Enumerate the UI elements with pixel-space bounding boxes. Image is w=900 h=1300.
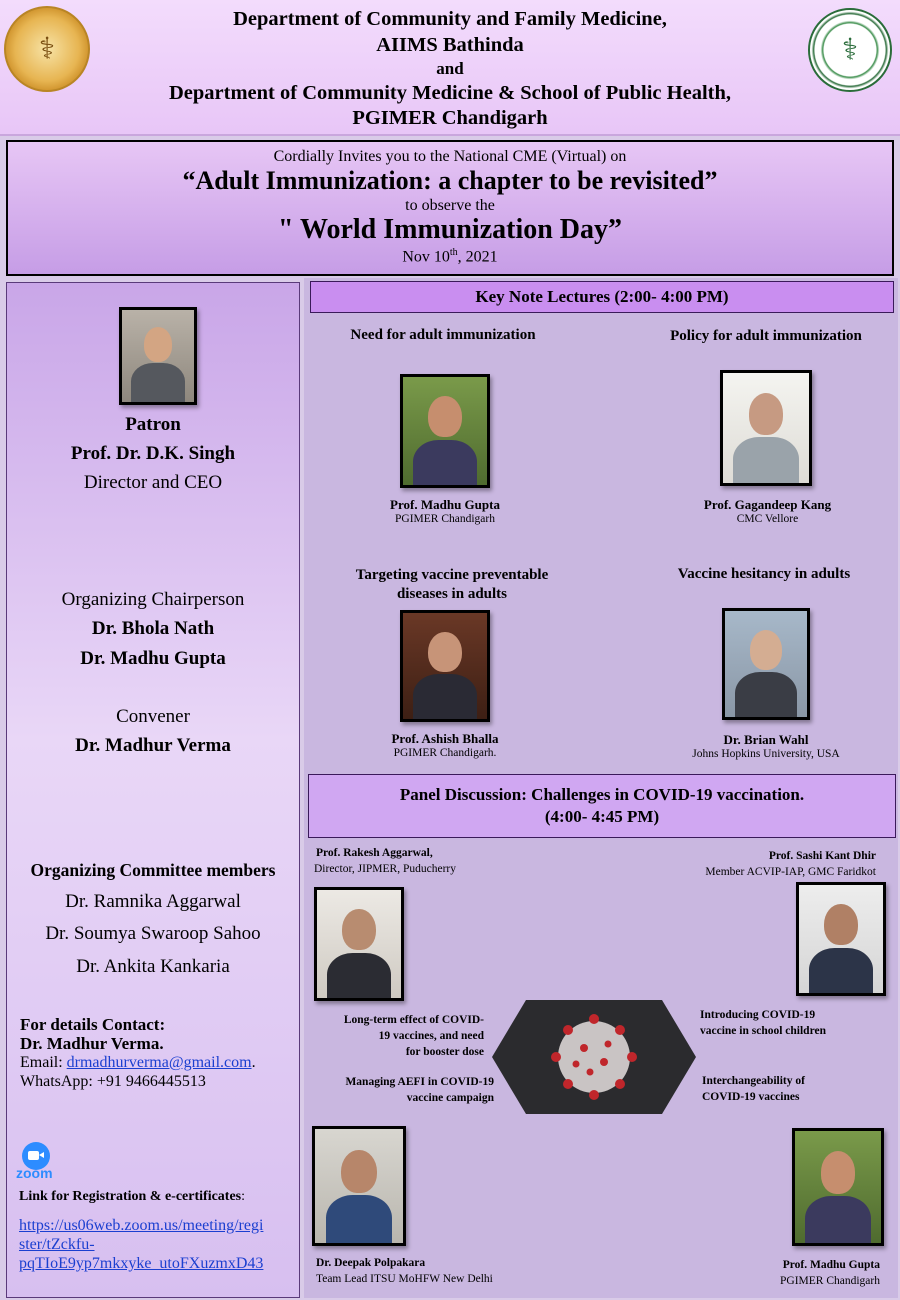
- panelist-name: Prof. Madhu Gupta: [782, 1259, 880, 1271]
- aiims-logo-icon: ⚕: [4, 6, 90, 92]
- contact-label: For details Contact:: [20, 1015, 166, 1034]
- speaker-affiliation: Johns Hopkins University, USA: [692, 748, 840, 760]
- header-line-4: Department of Community Medicine & School of Public Health,: [169, 82, 731, 104]
- panelist-name: Prof. Rakesh Aggarwal,: [316, 847, 433, 859]
- contact-whatsapp: WhatsApp: +91 9466445513: [20, 1073, 206, 1090]
- coronavirus-icon: [492, 1000, 696, 1114]
- patron-role: Director and CEO: [83, 472, 223, 493]
- committee-label: Organizing Committee members: [30, 860, 276, 880]
- header-line-3: and: [436, 59, 464, 78]
- pgimer-logo-icon: ⚕: [808, 8, 892, 92]
- panelist-photo: [792, 1128, 884, 1246]
- committee-member: Dr. Ramnika Aggarwal: [65, 891, 241, 912]
- speaker-affiliation: PGIMER Chandigarh.: [393, 747, 497, 759]
- email-link[interactable]: drmadhurverma@gmail.com: [66, 1054, 252, 1071]
- panelist-card: [700, 1257, 880, 1289]
- convener-label: Convener: [116, 706, 190, 727]
- lecture-topic: Targeting vaccine preventable diseases in adults: [355, 567, 549, 602]
- panel-topic: Long-term effect of COVID- 19 vaccines, and need for booster dose: [343, 1014, 484, 1058]
- speaker-name: Dr. Brian Wahl: [723, 732, 809, 747]
- speaker-photo: [722, 608, 810, 720]
- panelist-affiliation: Team Lead ITSU MoHFW New Delhi: [316, 1273, 493, 1285]
- contact-name: Dr. Madhur Verma.: [20, 1034, 164, 1053]
- speaker-card: [668, 732, 864, 760]
- patron-name: Prof. Dr. D.K. Singh: [70, 443, 236, 464]
- panelist-affiliation: Member ACVIP-IAP, GMC Faridkot: [705, 866, 876, 878]
- speaker-name: Prof. Ashish Bhalla: [391, 731, 499, 746]
- panelist-affiliation: Director, JIPMER, Puducherry: [314, 863, 456, 875]
- event-date: Nov 10th, 2021: [402, 247, 498, 266]
- header-line-5: PGIMER Chandigarh: [352, 107, 548, 129]
- event-title: " World Immunization Day”: [277, 214, 623, 245]
- panelist-card: [314, 845, 456, 877]
- panelist-photo: [312, 1126, 406, 1246]
- speaker-affiliation: PGIMER Chandigarh: [395, 513, 495, 525]
- speaker-card: [360, 497, 530, 525]
- chair-name-1: Dr. Bhola Nath: [91, 618, 215, 639]
- panelist-card: [316, 1255, 493, 1287]
- panel-topic: Managing AEFI in COVID-19 vaccine campaign: [345, 1076, 494, 1104]
- keynote-header: Key Note Lectures (2:00- 4:00 PM): [310, 281, 894, 313]
- lecture-topic: Policy for adult immunization: [670, 328, 862, 344]
- lecture-topic: Need for adult immunization: [350, 327, 536, 343]
- patron-label: Patron: [125, 414, 181, 435]
- speaker-card: [680, 497, 855, 525]
- invite-box: [6, 140, 894, 276]
- panel-header: Panel Discussion: Challenges in COVID-19 vaccination. (4:00- 4:45 PM): [308, 774, 896, 838]
- speaker-photo: [400, 374, 490, 488]
- zoom-label: zoom: [16, 1165, 53, 1181]
- contact-email-line: Email: drmadhurverma@gmail.com.: [20, 1054, 256, 1071]
- speaker-affiliation: CMC Vellore: [736, 513, 799, 525]
- panelist-photo: [314, 887, 404, 1001]
- panelist-name: Dr. Deepak Polpakara: [316, 1257, 426, 1269]
- speaker-name: Prof. Madhu Gupta: [390, 497, 500, 512]
- registration-label: Link for Registration & e-certificates:: [19, 1189, 246, 1204]
- registration-link[interactable]: https://us06web.zoom.us/meeting/regi ster/tZckfu- pqTIoE9yp7mkxyke_utoFXuzmxD43: [19, 1217, 264, 1272]
- header-line-2: AIIMS Bathinda: [376, 34, 524, 56]
- committee-member: Dr. Soumya Swaroop Sahoo: [45, 923, 261, 944]
- speaker-photo: [720, 370, 812, 486]
- cme-title: “Adult Immunization: a chapter to be revisited”: [182, 166, 718, 195]
- header-line-1: Department of Community and Family Medicine,: [233, 8, 667, 30]
- panel-topic: Interchangeability of COVID-19 vaccines: [702, 1075, 805, 1103]
- header: [0, 0, 900, 136]
- convener-name: Dr. Madhur Verma: [75, 735, 231, 756]
- speaker-card: [360, 731, 530, 759]
- panel-topic: Introducing COVID-19 vaccine in school children: [700, 1009, 826, 1037]
- panelist-photo: [796, 882, 886, 996]
- panelist-affiliation: PGIMER Chandigarh: [780, 1275, 880, 1287]
- chair-label: Organizing Chairperson: [61, 589, 245, 610]
- speaker-photo: [400, 610, 490, 722]
- committee-member: Dr. Ankita Kankaria: [76, 956, 230, 977]
- lecture-topic: Vaccine hesitancy in adults: [677, 566, 851, 582]
- panelist-name: Prof. Sashi Kant Dhir: [768, 850, 876, 862]
- invite-line: Cordially Invites you to the National CME (Virtual) on: [273, 148, 627, 165]
- panelist-card: [660, 848, 876, 880]
- patron-photo: [119, 307, 197, 405]
- chair-name-2: Dr. Madhu Gupta: [80, 648, 226, 669]
- speaker-name: Prof. Gagandeep Kang: [703, 497, 832, 512]
- invite-observe: to observe the: [405, 197, 495, 214]
